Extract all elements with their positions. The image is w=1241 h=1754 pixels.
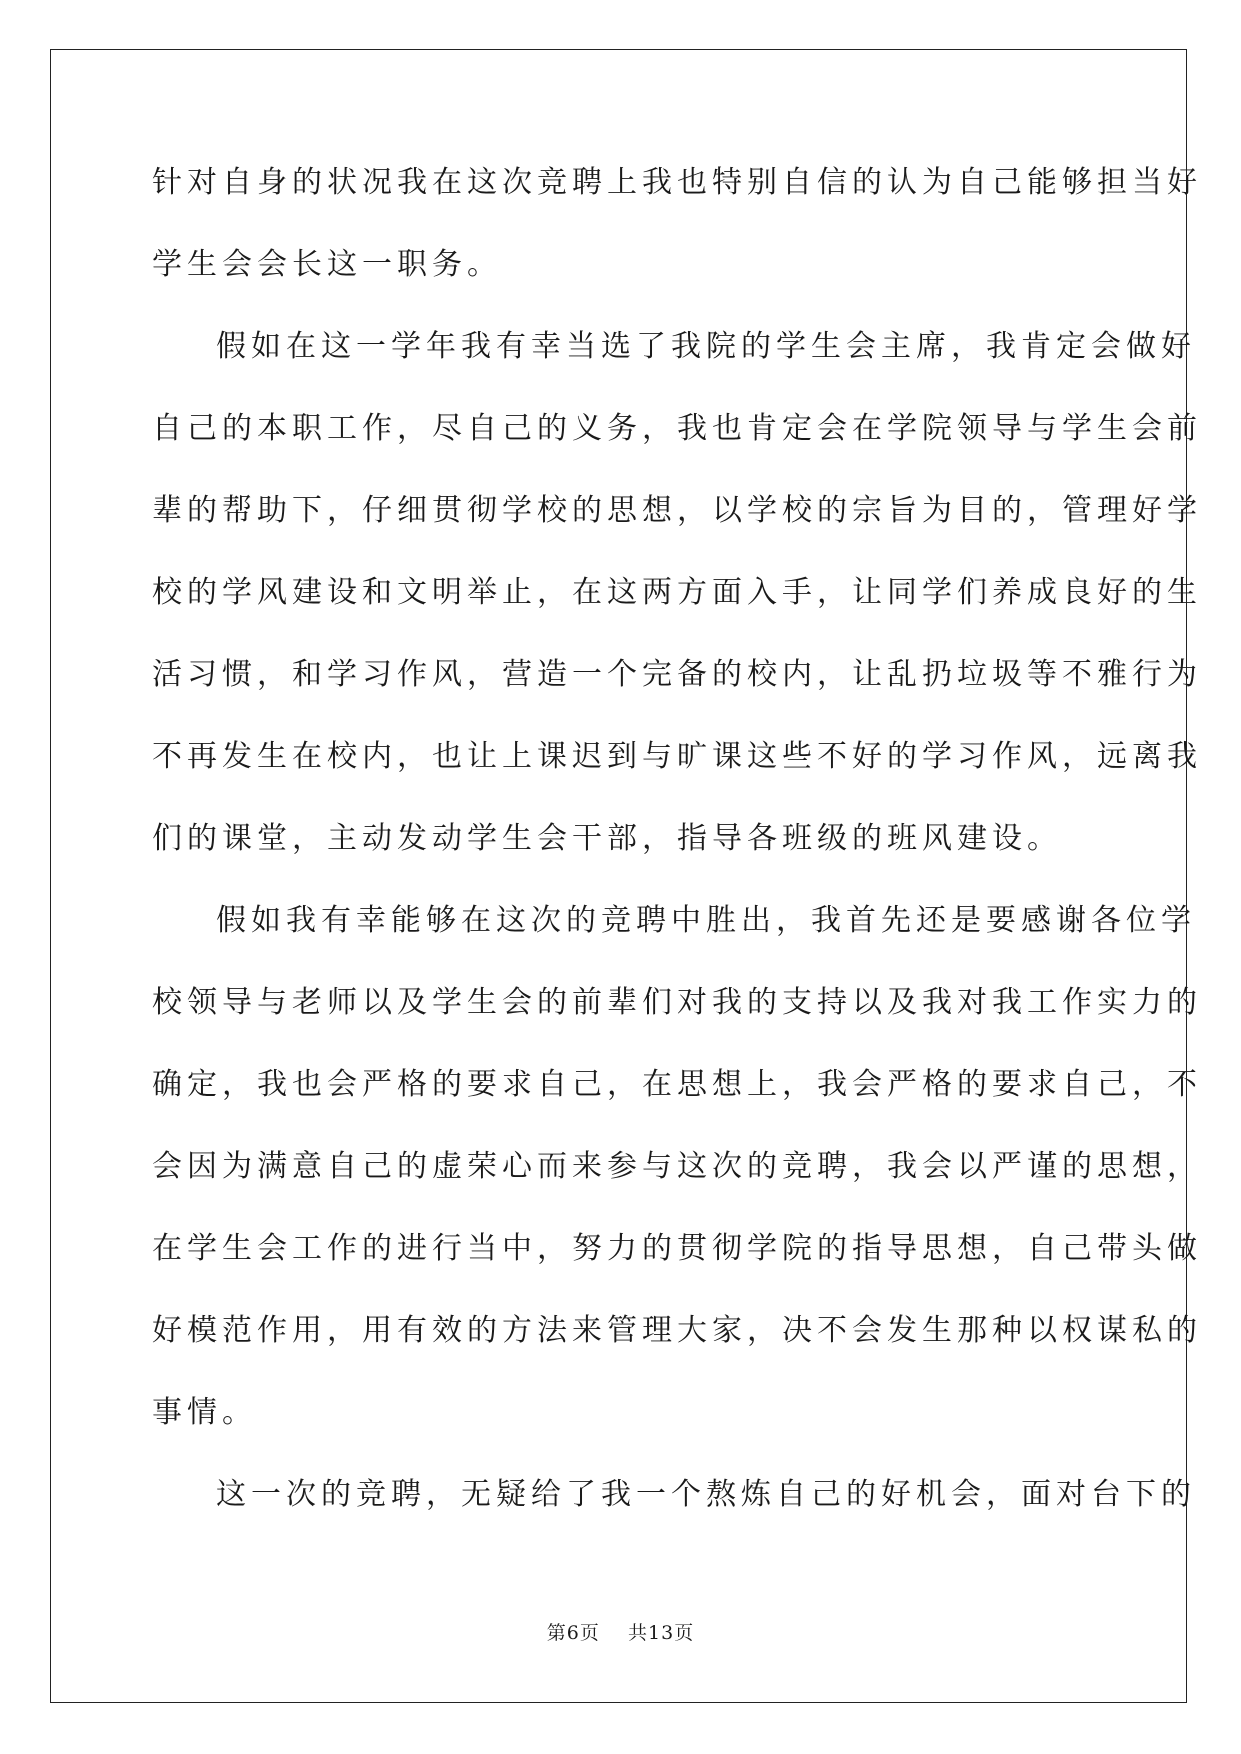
document-body <box>152 162 1202 1556</box>
text-line: 校领导与老师以及学生会的前辈们对我的支持以及我对我工作实力的 <box>152 985 1202 1020</box>
text-line: 不再发生在校内，也让上课迟到与旷课这些不好的学习作风，远离我 <box>152 739 1202 774</box>
paragraph-start-line: 假如我有幸能够在这次的竞聘中胜出，我首先还是要感谢各位学 <box>216 903 1196 938</box>
text-line: 在学生会工作的进行当中，努力的贯彻学院的指导思想，自己带头做 <box>152 1231 1202 1266</box>
text-line: 学生会会长这一职务。 <box>152 247 502 282</box>
paragraph-start-line: 假如在这一学年我有幸当选了我院的学生会主席，我肯定会做好 <box>216 329 1196 364</box>
text-line: 们的课堂，主动发动学生会干部，指导各班级的班风建设。 <box>152 821 1062 856</box>
text-line: 确定，我也会严格的要求自己，在思想上，我会严格的要求自己，不 <box>152 1067 1202 1102</box>
text-line: 活习惯，和学习作风，营造一个完备的校内，让乱扔垃圾等不雅行为 <box>152 657 1202 692</box>
page-number: 第6页 <box>546 1622 600 1644</box>
text-line: 针对自身的状况我在这次竞聘上我也特别自信的认为自己能够担当好 <box>152 165 1202 200</box>
text-line: 校的学风建设和文明举止，在这两方面入手，让同学们养成良好的生 <box>152 575 1202 610</box>
text-line: 自己的本职工作，尽自己的义务，我也肯定会在学院领导与学生会前 <box>152 411 1202 446</box>
text-line: 会因为满意自己的虚荣心而来参与这次的竞聘，我会以严谨的思想， <box>152 1149 1202 1184</box>
page-footer <box>0 1618 1241 1645</box>
paragraph-start-line: 这一次的竞聘，无疑给了我一个熬炼自己的好机会，面对台下的 <box>216 1477 1196 1512</box>
text-line: 事情。 <box>152 1395 257 1430</box>
text-line: 辈的帮助下，仔细贯彻学校的思想，以学校的宗旨为目的，管理好学 <box>152 493 1202 528</box>
text-line: 好模范作用，用有效的方法来管理大家，决不会发生那种以权谋私的 <box>152 1313 1202 1348</box>
page-total: 共13页 <box>628 1622 695 1644</box>
